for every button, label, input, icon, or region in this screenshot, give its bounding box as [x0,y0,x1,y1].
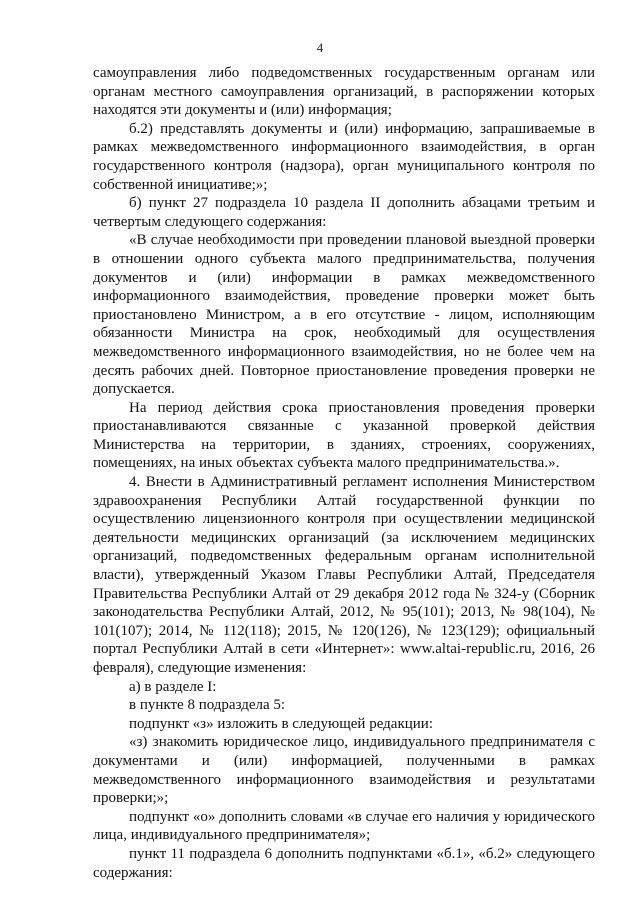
page-number: 4 [316,40,324,55]
paragraph-punkt-11: пункт 11 подраздела 6 дополнить подпунктами «б.1», «б.2» следующего содержания: [93,845,595,881]
paragraph-podpunkt-z: подпункт «з» изложить в следующей редакции: [129,715,433,732]
paragraph-b2: б.2) представлять документы и (или) информацию, запрашиваемые в рамках межведомственного информационного взаимодействия, в орган государственного контроля (надзора), орган муниципального контроля по собственной инициативе;»; [93,120,595,193]
paragraph-quote-suspension: «В случае необходимости при проведении плановой выездной проверки в отношении одного субъекта малого предпринимательства, получения документов и (или) информации в рамках межведомственного информационного взаимодействия, проведение проверки может быть приостановлено Министром, а в его отсутствие - лицом, исполняющим обязанности Министра на срок, необходимый для осуществления межведомственного информационного взаимодействия, но не более чем на десять рабочих дней. Повторное приостановление проведения проверки не допускается. [93,232,595,398]
paragraph-punkt-8: в пункте 8 подраздела 5: [129,697,286,714]
paragraph-suspension-period: На период действия срока приостановления проведения проверки приостанавливаются связанные с указанной проверкой действия Министерства на территории, в зданиях, строениях, сооружениях, помещениях, на иных объектах субъекта малого предпринимательства.». [93,399,595,472]
paragraph-b-punkt-27: б) пункт 27 подраздела 10 раздела II дополнить абзацами третьим и четвертым следующего содержания: [93,195,595,230]
paragraph-item-4: 4. Внести в Административный регламент исполнения Министерством здравоохранения Республики Алтай государственной функции по осуществлению лицензионного контроля при осуществлении медицинской деятельности медицинских организаций (за исключением медицинских организаций, подведомственных федеральным органам исполнительной власти), утвержденный Указом Главы Республики Алтай, Председателя Правительства Республики Алтай от 29 декабря 2012 года № 324-у (Сборник законодательства Республики Алтай, 2012, № 95(101); 2013, № 98(104), № 101(107); 2014, № 112(118); 2015, № 120(126), № 123(129); официальный портал Республики Алтай в сети «Интернет»: www.altai-republic.ru, 2016, 26 февраля), следующие изменения: [93,474,595,676]
paragraph-podpunkt-o: подпункт «о» дополнить словами «в случае его наличия у юридического лица, индивидуального предпринимателя»; [93,808,595,844]
paragraph-continuation: самоуправления либо подведомственных государственным органам или органам местного самоуправления организаций, в распоряжении которых находятся эти документы и (или) информация; [93,65,595,119]
document-body [93,64,595,882]
paragraph-quote-z: «з) знакомить юридическое лицо, индивидуального предпринимателя с документами и (или) информацией, полученными в рамках межведомственного информационного взаимодействия и результатами проверки;»; [93,734,595,807]
paragraph-a-section-1: а) в разделе I: [129,678,217,695]
